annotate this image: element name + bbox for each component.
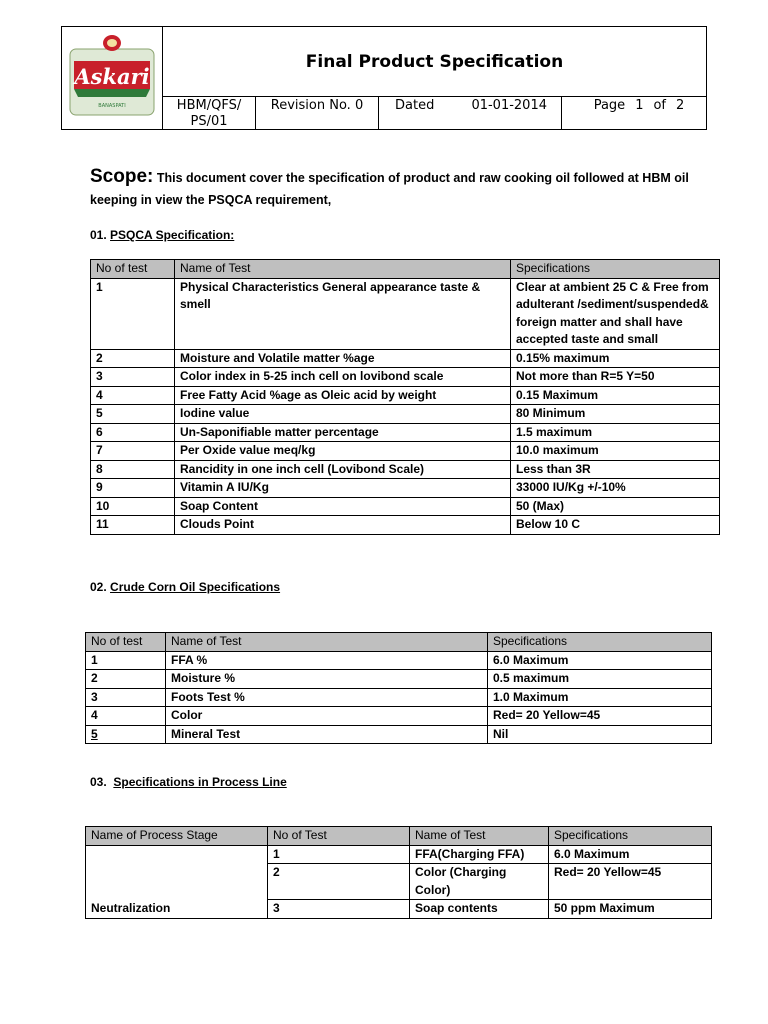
page-of: of [653,98,666,113]
page-label: Page [593,98,626,113]
logo-cell [62,27,163,129]
column-header: No of Test [268,827,410,846]
table-row [86,688,712,707]
table-cell: 6.0 Maximum [549,845,712,864]
table-row [86,651,712,670]
logo-subtext: BANASPATI [98,103,126,109]
table-row [86,725,712,744]
table-cell: 50 (Max) [511,497,720,516]
page-total: 2 [676,98,685,113]
page-indicator [562,97,706,130]
table-cell: Red= 20 Yellow=45 [488,707,712,726]
askari-logo [62,27,162,129]
table-row [91,497,720,516]
table-cell: Not more than R=5 Y=50 [511,368,720,387]
table-row [91,386,720,405]
doc-code-line1: HBM/QFS/ [176,98,242,113]
doc-code [163,97,256,130]
table-cell: 80 Minimum [511,405,720,424]
scope-paragraph [90,166,690,211]
table-cell: 2 [86,670,166,689]
table-row [91,278,720,349]
table-cell: Mineral Test [166,725,488,744]
table-cell: Physical Characteristics General appearance taste & smell [175,278,511,349]
table-cell: 50 ppm Maximum [549,900,712,919]
table-cell: Color (Charging Color) [410,864,549,900]
table-cell: 5 [91,405,175,424]
scope-label: Scope: [90,166,154,187]
table-cell: Iodine value [175,405,511,424]
table-cell: Vitamin A IU/Kg [175,479,511,498]
logo-wordmark: Askari [74,64,150,89]
table-header-row [91,260,720,279]
table-cell: 4 [86,707,166,726]
section-1-heading [90,228,234,242]
revision-number: Revision No. 0 [256,97,379,130]
table-row [86,707,712,726]
table-cell: 1.0 Maximum [488,688,712,707]
table-cell: 0.15 Maximum [511,386,720,405]
column-header: Name of Test [175,260,511,279]
table-row [91,479,720,498]
table-row [91,368,720,387]
document-header [61,26,707,130]
table-cell: 1.5 maximum [511,423,720,442]
table-header-row [86,827,712,846]
table-cell: Soap Content [175,497,511,516]
document-title: Final Product Specification [305,51,564,72]
table-cell: Rancidity in one inch cell (Lovibond Scale) [175,460,511,479]
table-row [91,460,720,479]
doc-code-line2: PS/01 [190,114,228,129]
table-cell: Nil [488,725,712,744]
section-2-number: 02. [90,580,107,594]
process-stage-cell: Neutralization [86,845,268,918]
table-row [86,845,712,864]
table-row [86,670,712,689]
section-3-heading [90,775,287,789]
table-cell: 0.5 maximum [488,670,712,689]
table-cell: 3 [91,368,175,387]
table-cell: Clouds Point [175,516,511,535]
table-header-row [86,633,712,652]
table-row [91,442,720,461]
table-cell: 1 [268,845,410,864]
column-header: No of test [86,633,166,652]
psqca-spec-table [90,259,720,535]
table-cell: FFA % [166,651,488,670]
column-header: Name of Test [166,633,488,652]
table-cell: Foots Test % [166,688,488,707]
table-cell: 0.15% maximum [511,349,720,368]
table-cell: Moisture % [166,670,488,689]
table-cell: 1 [86,651,166,670]
table-cell: Less than 3R [511,460,720,479]
table-row [91,349,720,368]
column-header: Specifications [549,827,712,846]
table-cell: 9 [91,479,175,498]
table-cell: 1 [91,278,175,349]
scope-text: This document cover the specification of product and raw cooking oil followed at HBM oil keeping in view the PSQCA requirement, [90,171,689,207]
section-2-heading [90,580,280,594]
table-cell: 7 [91,442,175,461]
table-cell: Color [166,707,488,726]
table-cell: 33000 IU/Kg +/-10% [511,479,720,498]
table-cell: 2 [268,864,410,900]
page-number: 1 [635,98,644,113]
table-cell: 3 [268,900,410,919]
section-2-title: Crude Corn Oil Specifications [110,580,281,594]
section-3-title: Specifications in Process Line [113,775,287,789]
table-cell: Soap contents [410,900,549,919]
table-cell: Moisture and Volatile matter %age [175,349,511,368]
dated-label: Dated [395,98,435,113]
table-cell: 5 [86,725,166,744]
process-line-table [85,826,712,919]
table-cell: 11 [91,516,175,535]
table-row [91,516,720,535]
table-cell: 4 [91,386,175,405]
column-header: Name of Test [410,827,549,846]
dated-cell [379,97,562,130]
table-cell: Color index in 5-25 inch cell on lovibond scale [175,368,511,387]
table-cell: 3 [86,688,166,707]
section-1-number: 01. [90,228,107,242]
column-header: Specifications [488,633,712,652]
table-cell: 6 [91,423,175,442]
table-cell: Free Fatty Acid %age as Oleic acid by weight [175,386,511,405]
table-cell: 8 [91,460,175,479]
column-header: Specifications [511,260,720,279]
table-cell: Clear at ambient 25 C & Free from adulterant /sediment/suspended& foreign matter and shall have accepted taste and small [511,278,720,349]
document-meta-row [163,96,706,130]
column-header: Name of Process Stage [86,827,268,846]
table-row [91,423,720,442]
section-3-number: 03. [90,775,107,789]
table-row [91,405,720,424]
table-cell: 2 [91,349,175,368]
table-cell: Below 10 C [511,516,720,535]
column-header: No of test [91,260,175,279]
table-cell: Red= 20 Yellow=45 [549,864,712,900]
crude-corn-oil-table [85,632,712,744]
table-cell: Per Oxide value meq/kg [175,442,511,461]
table-cell: FFA(Charging FFA) [410,845,549,864]
dated-value: 01-01-2014 [471,98,547,113]
section-1-title: PSQCA Specification: [110,228,235,242]
table-cell: Un-Saponifiable matter percentage [175,423,511,442]
table-cell: 10.0 maximum [511,442,720,461]
table-cell: 10 [91,497,175,516]
table-cell: 6.0 Maximum [488,651,712,670]
